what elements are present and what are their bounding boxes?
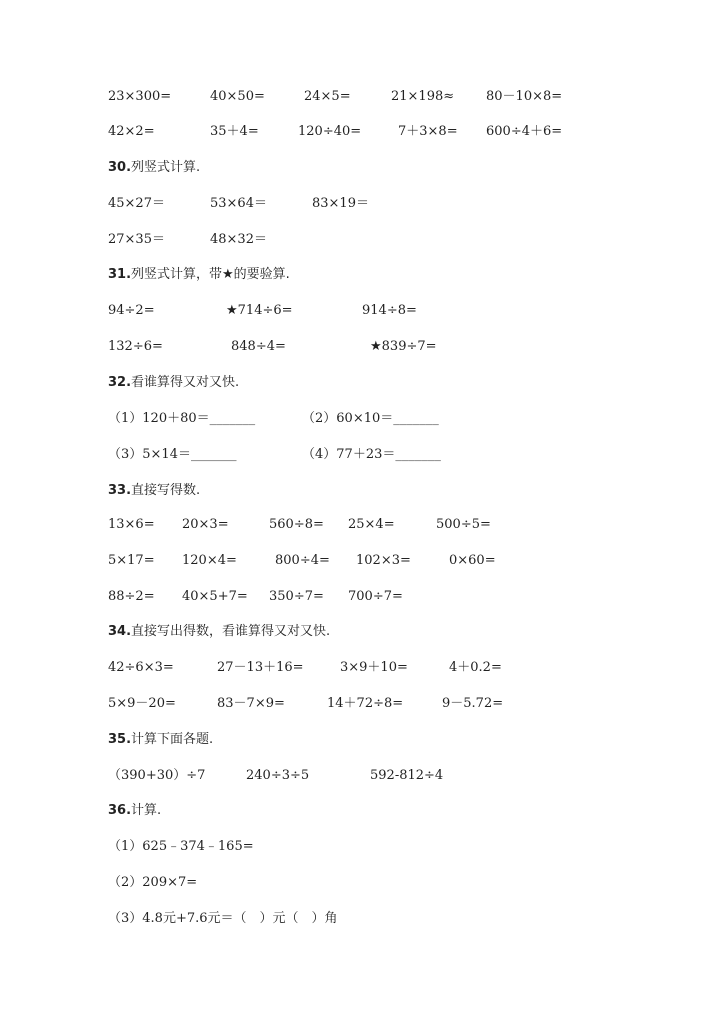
question-number: 32. bbox=[108, 375, 132, 390]
problem: 350÷7= bbox=[269, 589, 324, 604]
problem: 500÷5= bbox=[436, 517, 491, 532]
problem: （1）625﹣374﹣165= bbox=[108, 839, 254, 854]
q36-item-2 bbox=[0, 873, 720, 893]
problem: 21×198≈ bbox=[391, 89, 455, 104]
problem: 53×64＝ bbox=[210, 196, 267, 211]
question-number: 35. bbox=[108, 732, 132, 747]
problem: 80－10×8= bbox=[486, 89, 563, 104]
problem: 23×300= bbox=[108, 89, 172, 104]
q34-row-1 bbox=[0, 658, 720, 678]
q33-row-2 bbox=[0, 551, 720, 571]
problem: 13×6= bbox=[108, 517, 155, 532]
q31-row-2 bbox=[0, 337, 720, 357]
problem: 592-812÷4 bbox=[370, 768, 444, 783]
problem: 83－7×9= bbox=[217, 696, 285, 711]
question-33-title bbox=[0, 481, 720, 501]
q30-row-2 bbox=[0, 230, 720, 250]
problem: 48×32＝ bbox=[210, 232, 267, 247]
q32-row-2 bbox=[0, 445, 720, 465]
problem: 42×2= bbox=[108, 124, 155, 139]
question-number: 36. bbox=[108, 803, 132, 818]
question-text: 计算. bbox=[131, 803, 162, 818]
problem: 14＋72÷8= bbox=[327, 696, 404, 711]
problem: （4）77＋23＝_______ bbox=[302, 447, 441, 462]
problem: （390+30）÷7 bbox=[108, 768, 206, 783]
problem: 560÷8= bbox=[269, 517, 324, 532]
problem: 9－5.72= bbox=[442, 696, 504, 711]
q34-row-2 bbox=[0, 694, 720, 714]
question-35-title bbox=[0, 730, 720, 750]
problem: 5×17= bbox=[108, 553, 155, 568]
problem: 120×4= bbox=[182, 553, 237, 568]
problem: 27－13＋16= bbox=[217, 660, 304, 675]
question-34-title bbox=[0, 622, 720, 642]
problem: 7＋3×8= bbox=[398, 124, 458, 139]
question-36-title bbox=[0, 801, 720, 821]
problem: 42÷6×3= bbox=[108, 660, 174, 675]
problem: ★839÷7= bbox=[370, 339, 437, 354]
problem: 45×27＝ bbox=[108, 196, 165, 211]
problem: 600÷4＋6= bbox=[486, 124, 563, 139]
problem: 25×4= bbox=[348, 517, 395, 532]
question-text: 看谁算得又对又快. bbox=[131, 375, 240, 390]
q32-row-1 bbox=[0, 409, 720, 429]
question-text: 直接写出得数，看谁算得又对又快. bbox=[131, 624, 331, 639]
question-number: 30. bbox=[108, 160, 132, 175]
q30-row-1 bbox=[0, 194, 720, 214]
problem: 914÷8= bbox=[362, 303, 417, 318]
problem: （2）209×7= bbox=[108, 875, 198, 890]
problem: 20×3= bbox=[182, 517, 229, 532]
problem: 800÷4= bbox=[275, 553, 330, 568]
problem: （3）4.8元+7.6元＝（ ）元（ ）角 bbox=[108, 911, 338, 926]
problem: 700÷7= bbox=[348, 589, 403, 604]
problem: 35＋4= bbox=[210, 124, 259, 139]
problem: 24×5= bbox=[304, 89, 351, 104]
question-number: 31. bbox=[108, 267, 132, 282]
question-text: 直接写得数. bbox=[131, 483, 201, 498]
problem: 83×19＝ bbox=[312, 196, 369, 211]
problem: 3×9＋10= bbox=[340, 660, 408, 675]
question-text: 列竖式计算. bbox=[131, 160, 201, 175]
problem: 5×9－20= bbox=[108, 696, 176, 711]
problem: 40×5+7= bbox=[182, 589, 248, 604]
q35-row-1 bbox=[0, 766, 720, 786]
question-30-title bbox=[0, 158, 720, 178]
question-number: 33. bbox=[108, 483, 132, 498]
problem: ★714÷6= bbox=[226, 303, 293, 318]
q36-item-1 bbox=[0, 837, 720, 857]
problem: 120÷40= bbox=[298, 124, 362, 139]
problem: 848÷4= bbox=[231, 339, 286, 354]
question-text: 列竖式计算，带★的要验算. bbox=[131, 267, 290, 282]
question-text: 计算下面各题. bbox=[131, 732, 214, 747]
question-31-title bbox=[0, 265, 720, 285]
problem: 102×3= bbox=[356, 553, 411, 568]
top-row-1 bbox=[0, 87, 720, 107]
problem: 240÷3÷5 bbox=[246, 768, 310, 783]
problem: （2）60×10＝_______ bbox=[302, 411, 439, 426]
q33-row-1 bbox=[0, 515, 720, 535]
q31-row-1 bbox=[0, 301, 720, 321]
problem: （1）120＋80＝_______ bbox=[108, 411, 256, 426]
question-32-title bbox=[0, 373, 720, 393]
problem: 40×50= bbox=[210, 89, 265, 104]
problem: 4＋0.2= bbox=[449, 660, 502, 675]
problem: 94÷2= bbox=[108, 303, 155, 318]
problem: 132÷6= bbox=[108, 339, 163, 354]
q36-item-3 bbox=[0, 909, 720, 929]
question-number: 34. bbox=[108, 624, 132, 639]
q33-row-3 bbox=[0, 587, 720, 607]
problem: 0×60= bbox=[449, 553, 496, 568]
problem: 88÷2= bbox=[108, 589, 155, 604]
problem: 27×35＝ bbox=[108, 232, 165, 247]
top-row-2 bbox=[0, 122, 720, 142]
problem: （3）5×14＝_______ bbox=[108, 447, 237, 462]
